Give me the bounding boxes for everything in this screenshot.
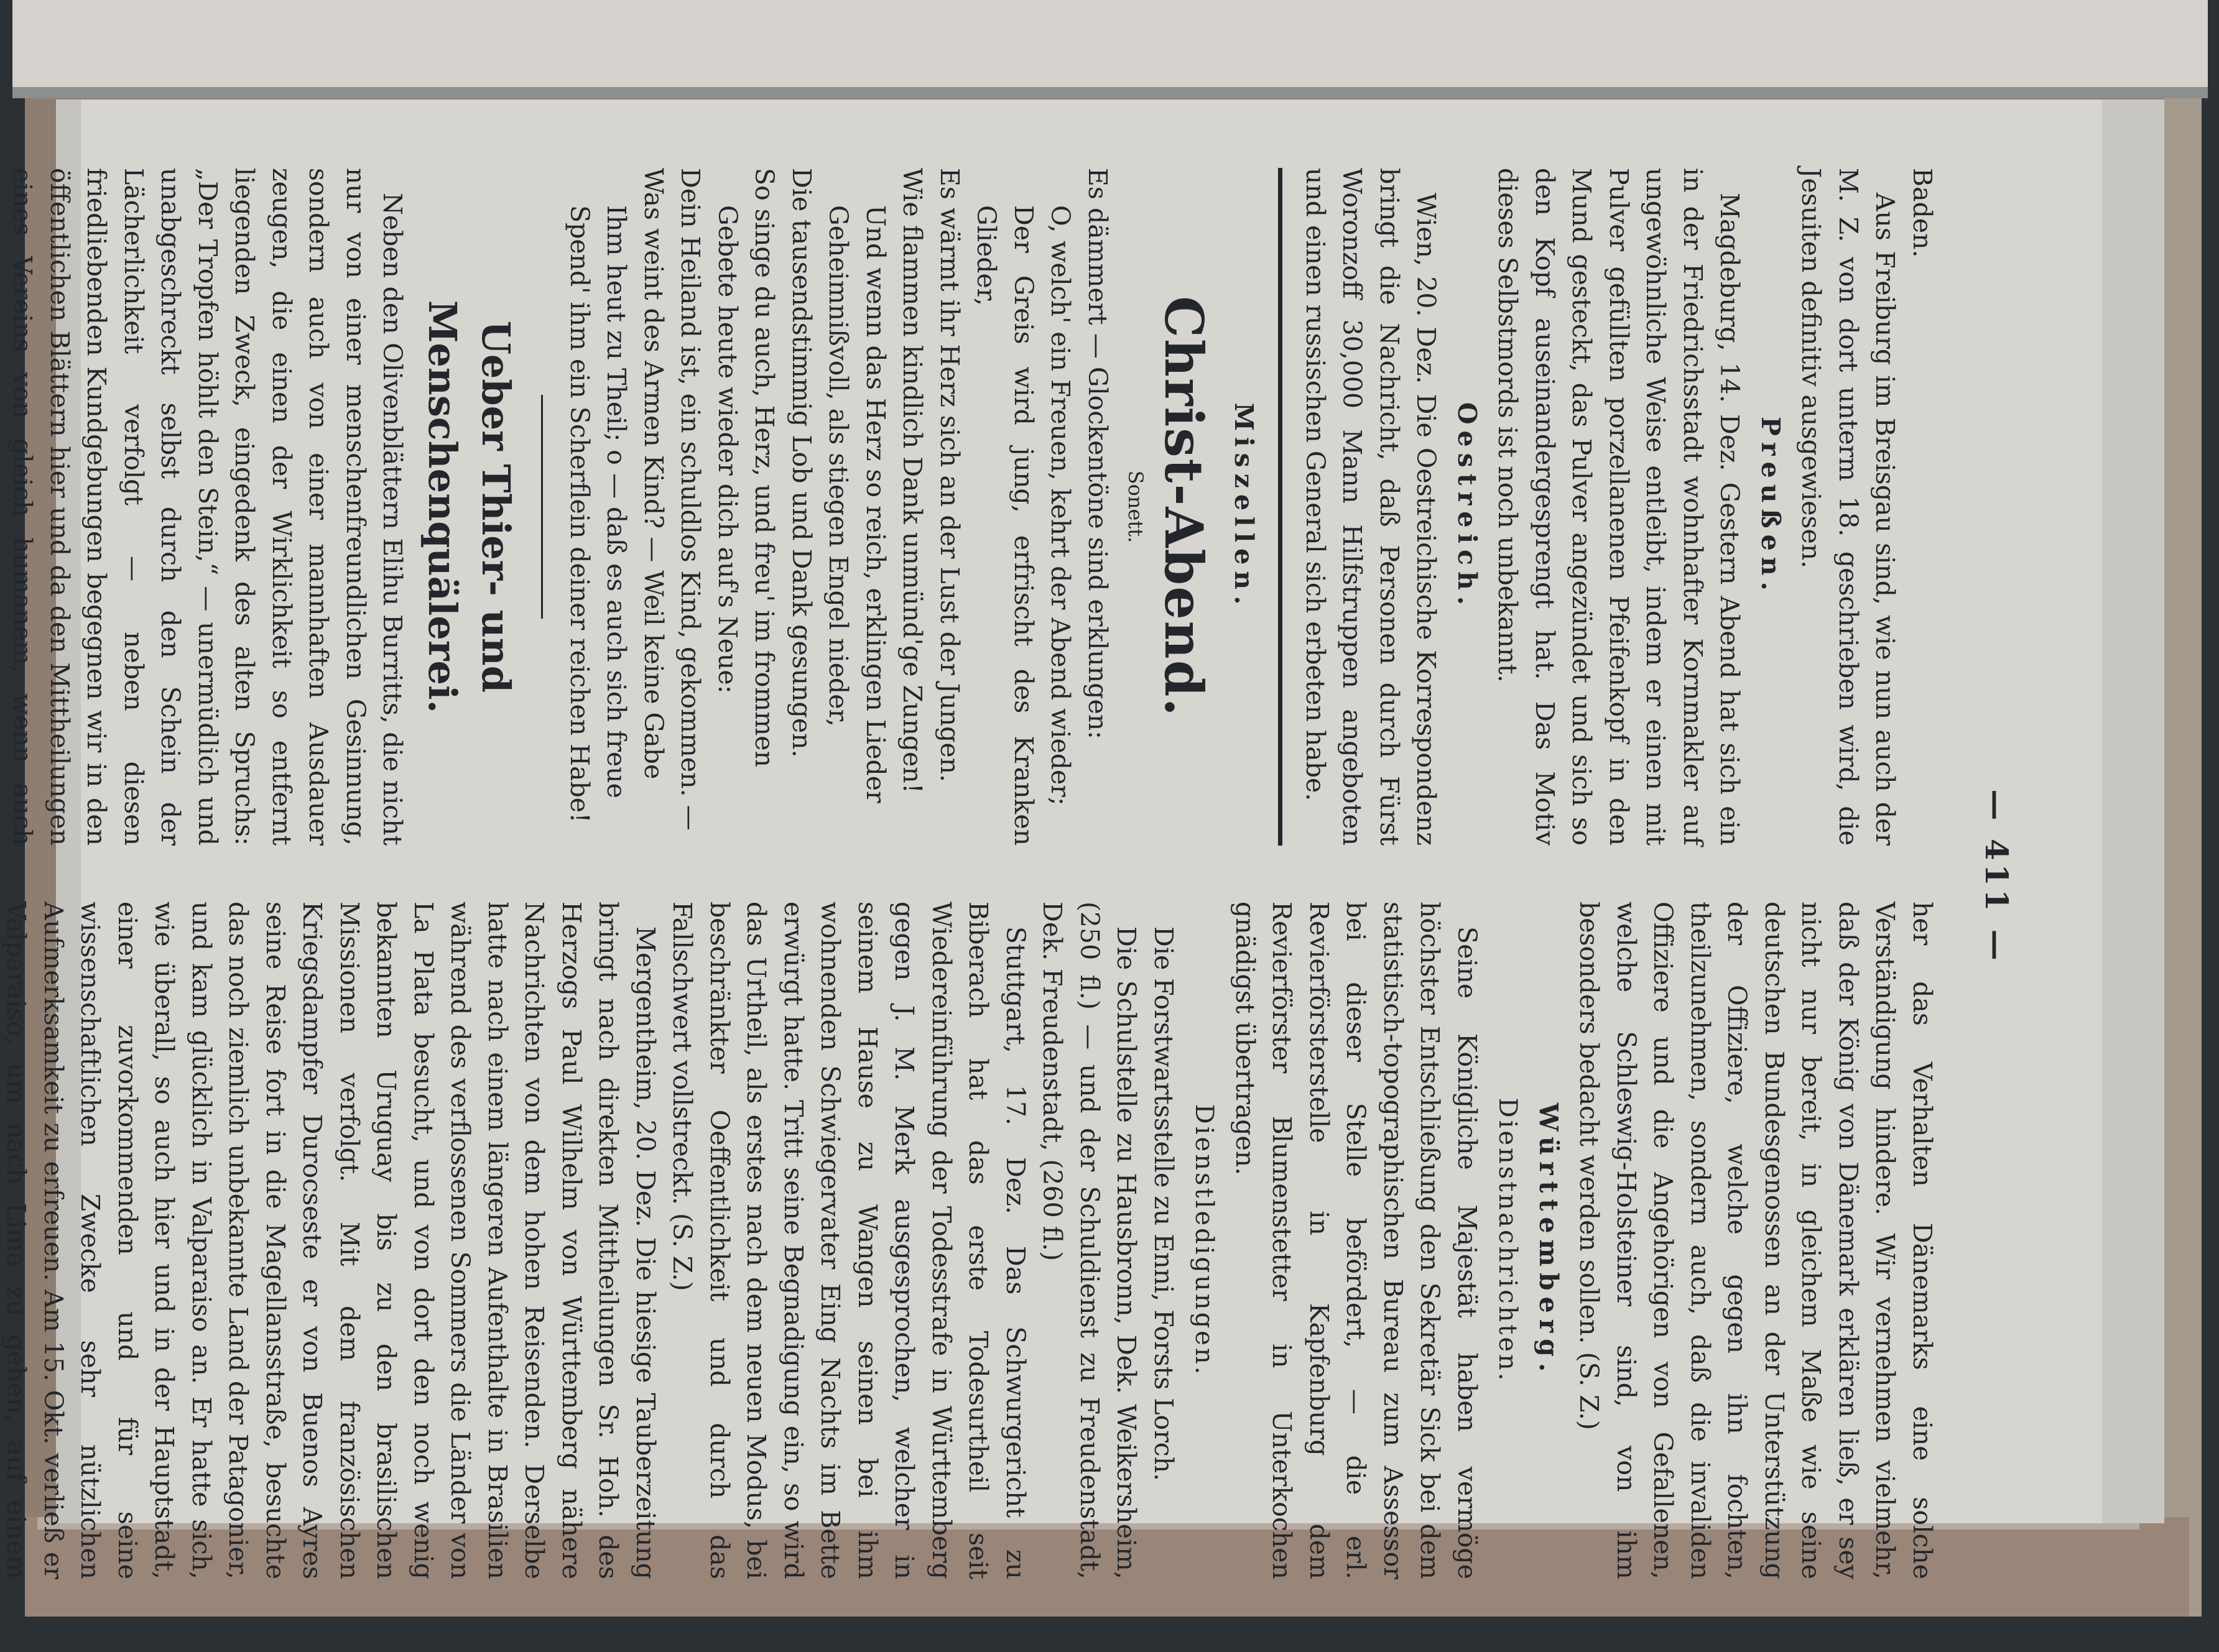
article-paragraph: Die Forstwartsstelle zu Enni, Forsts Lorch. bbox=[1149, 926, 1179, 1482]
article-paragraph: Stuttgart, 17. Dez. Das Schwurgericht zu Biberach hat das erste Todesurtheil seit Wiedereinführung der Todesstrafe in Württemberg gegen J. M. Merk ausgesprochen, welcher in seinem Hause zu Wangen seinen bei ihm wohnenden Schwiegervater Eing Nachts im Bette erwürgt hatte. Tritt seine Begnadigung ein, so wird das Urtheil, als erstes nach dem neuen Modus, bei beschränkter Oeffentlichkeit und durch das Fallschwert vollstreckt. (S. Z.) bbox=[667, 902, 1031, 1579]
short-divider bbox=[542, 395, 544, 619]
article-title: Ueber Thier- und Menschenquälerei. bbox=[420, 300, 519, 714]
poem-line: O, welch' ein Freuen, kehrt der Abend wieder; bbox=[1045, 205, 1076, 806]
section-heading: Preußen. bbox=[1756, 417, 1786, 597]
section-heading: Württemberg. bbox=[1534, 1102, 1563, 1378]
section-heading: Miszellen. bbox=[1229, 402, 1259, 611]
poem-line: Wie flammen kindlich Dank unmünd'ge Zungen! bbox=[897, 168, 928, 794]
article-paragraph: Mergentheim, 20. Dez. Die hiesige Tauberzeitung bringt nach direkten Mittheilungen Sr. Hoh. des Herzogs Paul Wilhelm von Württemberg nähere Nachrichten von dem hohen Reisenden. Derselbe hatte nach einem längeren Aufenthalte in Brasilien während des verflossenen Sommers die Länder von La Plata besucht, und von dort den noch wenig bekannten Uruguay bis zu den brasilischen Missionen verfolgt. Mit dem französischen Kriegsdampfer Durocseste er von Buenos Ayres seine Reise fort in die Magellansstraße, besuchte das noch ziemlich unbekannte Land der Patagonier, und kam glücklich in Valparaiso an. Er hatte sich, wie überall, so auch hier und in der Hauptstadt, einer zuvorkommenden und für seine wissenschaftlichen Zwecke sehr nützlichen Aufmerksamkeit zu erfreuen. Am 15. Okt. verließ er Valparaiso, um nach Lima zu gehen, auf einem bbox=[1, 902, 660, 1579]
poem-body bbox=[561, 168, 1116, 846]
poem-line: Gebete heute wieder dich auf's Neue: bbox=[713, 205, 743, 694]
poem-line: Es wärmt ihr Herz sich an der Lust der Jungen. bbox=[935, 168, 965, 783]
poem-line: Und wenn das Herz so reich, erklingen Lieder bbox=[861, 205, 891, 803]
article-paragraph: Die Schulstelle zu Hausbronn, Dek. Weikersheim, (250 fl.) — und der Schuldienst zu Freudenstadt, Dek. Freudenstadt, (260 fl.) bbox=[1037, 902, 1142, 1579]
section-heading: Oestreich. bbox=[1452, 402, 1482, 612]
left-column bbox=[7, 168, 1940, 846]
section-divider bbox=[1279, 168, 1283, 846]
poem-line: Ihm heut zu Theil; o — daß es auch sich freue bbox=[601, 205, 632, 798]
page-number: — 411 — bbox=[1978, 789, 2015, 964]
poem-line: Es dämmert — Glockentöne sind erklungen: bbox=[1083, 168, 1113, 739]
article-paragraph: Seine Königliche Majestät haben vermöge höchster Entschließung den Sekretär Sick bei dem statistisch-topographischen Bureau zum Assessor bei dieser Stelle befördert, — die erl. Revierförsterstelle in Kapfenburg dem Revierförster Blumenstetter in Unterkochen gnädigst übertragen. bbox=[1230, 902, 1482, 1579]
section-heading: Dienstledigungen. bbox=[1190, 1104, 1219, 1377]
right-column bbox=[1, 902, 1940, 1579]
poem-line: Spend' ihm ein Scherflein deiner reichen Habe! bbox=[565, 205, 595, 823]
poem-line: So singe du auch, Herz, und freu' im frommen bbox=[749, 168, 780, 767]
poem-title: Christ-Abend. bbox=[1153, 296, 1215, 718]
poem-line: Der Greis wird jung, erfrischt des Kranken Glieder, bbox=[971, 205, 1039, 846]
poem-line: Dein Heiland ist, ein schuldlos Kind, gekommen. — bbox=[675, 168, 706, 831]
poem-subtitle: Sonett. bbox=[1124, 470, 1147, 543]
poem-line: Die tausendstimmig Lob und Dank gesungen. bbox=[787, 168, 817, 758]
poem-line: Was weint des Armen Kind? — Weil keine Gabe bbox=[639, 168, 669, 780]
article-paragraph: Magdeburg, 14. Dez. Gestern Abend hat sich ein in der Friedrichsstadt wohnhafter Kornmakler auf ungewöhnliche Weise entleibt, indem er einen mit Pulver gefüllten porzellanenen Pfeifenkopf in den Mund gesteckt, das Pulver angezündet und sich so den Kopf auseinandergesprengt hat. Das Motiv dieses Selbstmords ist noch unbekannt. bbox=[1493, 168, 1745, 846]
article-paragraph: Baden. bbox=[1907, 168, 1937, 258]
article-paragraph: her das Verhalten Dänemarks eine solche Verständigung hindere. Wir vernehmen vielmehr, daß der König von Dänemark erklären ließ, er sey nicht nur bereit, in gleichem Maße wie seine deutschen Bundesgenossen an der Unterstützung der Offiziere, welche gegen ihn fochten, theilzunehmen, sondern auch, daß die invaliden Offiziere und die Angehörigen von Gefallenen, welche Schleswig-Holsteiner sind, von ihm besonders bedacht werden sollen. (S. Z.) bbox=[1574, 902, 1937, 1579]
poem-line: Geheimnißvoll, als stiegen Engel nieder, bbox=[823, 205, 854, 727]
article-paragraph: Aus Freiburg im Breisgau sind, wie nun auch der M. Z. von dort unterm 18. geschrieben wird, die Jesuiten definitiv ausgewiesen. bbox=[1796, 168, 1901, 846]
section-heading: Dienstnachrichten. bbox=[1493, 1097, 1522, 1383]
article-paragraph: Wien, 20. Dez. Die Oestreichische Korrespondenz bringt die Nachricht, daß Personen durch Fürst Woronzoff 30,000 Mann Hilfstruppen angeboten und einen russischen General sich erbeten habe. bbox=[1300, 168, 1442, 846]
article-paragraph: Neben den Olivenblättern Elihu Burritts, die nicht nur von einer menschenfreundlichen Gesinnung, sondern auch von einer mannhaften Ausdauer zeugen, die einen der Wirklichkeit so entfernt liegenden Zweck, eingedenk des alten Spruchs: „Der Tropfen höhlt den Stein,“ — unermüdlich und unabgeschreckt selbst durch den Schein der Lächerlichkeit verfolgt — neben diesen friedliebenden Kundgebungen begegnen wir in den öffentlichen Blättern hier und da den Mittheilungen eines Vereins von gleich humanem, wenn auch bbox=[7, 168, 408, 846]
rotated-page bbox=[1, 149, 2034, 1604]
